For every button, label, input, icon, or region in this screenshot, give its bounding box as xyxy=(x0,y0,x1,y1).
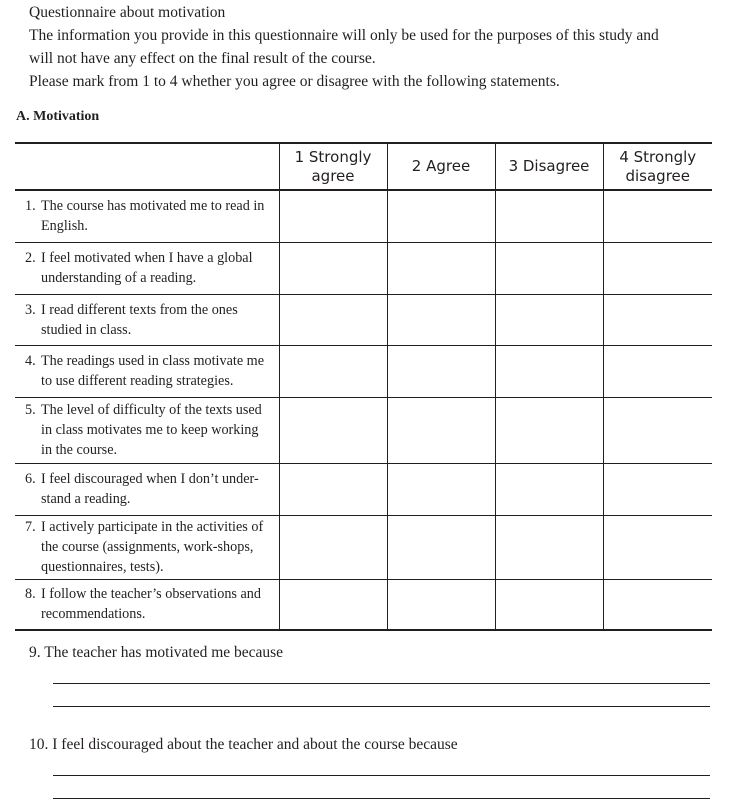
statement-text: I feel motivated when I have a global understanding of a reading. xyxy=(41,250,253,286)
table-row xyxy=(15,515,712,579)
intro-line-3: Please mark from 1 to 4 whether you agree or disagree with the following statements. xyxy=(29,73,560,90)
open-question-10: 10. I feel discouraged about the teacher and about the course because xyxy=(29,736,458,753)
statement-cell xyxy=(15,515,279,579)
statement-number: 6. xyxy=(25,471,36,487)
rating-cell-strongly-disagree[interactable] xyxy=(603,190,712,242)
statement-cell xyxy=(15,242,279,294)
answer-line-10-2[interactable] xyxy=(53,798,710,799)
answer-line-10-1[interactable] xyxy=(53,775,710,776)
statement-cell xyxy=(15,397,279,463)
statement-text: I actively participate in the activities of the course (assignments, work-shops, questionnaires, tests). xyxy=(41,519,264,575)
rating-cell-strongly-disagree[interactable] xyxy=(603,515,712,579)
rating-cell-agree[interactable] xyxy=(387,397,495,463)
likert-table xyxy=(15,142,712,631)
statement-cell xyxy=(15,345,279,397)
statement-text: I read different texts from the ones studied in class. xyxy=(41,301,238,338)
rating-cell-strongly-disagree[interactable] xyxy=(603,397,712,463)
intro-line-1: The information you provide in this questionnaire will only be used for the purposes of this study and xyxy=(29,27,659,44)
rating-cell-strongly-disagree[interactable] xyxy=(603,294,712,345)
statement-cell xyxy=(15,463,279,515)
statement xyxy=(25,584,273,624)
header-agree: 2 Agree xyxy=(387,143,495,190)
statement-text: I follow the teacher’s observations and recommendations. xyxy=(41,586,261,623)
rating-cell-agree[interactable] xyxy=(387,515,495,579)
statement-number: 8. xyxy=(25,586,36,603)
statement xyxy=(25,300,273,340)
rating-cell-agree[interactable] xyxy=(387,463,495,515)
statement xyxy=(25,248,273,288)
table-row xyxy=(15,579,712,630)
statement-number: 5. xyxy=(25,402,36,418)
statement-number: 2. xyxy=(25,250,36,266)
statement xyxy=(25,196,273,236)
questionnaire-title: Questionnaire about motivation xyxy=(29,4,226,21)
rating-cell-strongly-agree[interactable] xyxy=(279,242,387,294)
rating-cell-strongly-agree[interactable] xyxy=(279,397,387,463)
rating-cell-strongly-agree[interactable] xyxy=(279,345,387,397)
statement-cell xyxy=(15,294,279,345)
intro-line-2: will not have any effect on the final result of the course. xyxy=(29,50,376,67)
answer-line-9-1[interactable] xyxy=(53,683,710,684)
rating-cell-disagree[interactable] xyxy=(495,190,603,242)
section-title: A. Motivation xyxy=(16,109,100,124)
header-strongly-agree: 1 Strongly agree xyxy=(279,143,387,190)
rating-cell-strongly-agree[interactable] xyxy=(279,463,387,515)
statement-number: 7. xyxy=(25,519,36,535)
table-row xyxy=(15,294,712,345)
table-row xyxy=(15,242,712,294)
statement-cell xyxy=(15,579,279,630)
rating-cell-strongly-agree[interactable] xyxy=(279,190,387,242)
rating-cell-disagree[interactable] xyxy=(495,463,603,515)
rating-cell-agree[interactable] xyxy=(387,190,495,242)
rating-cell-strongly-disagree[interactable] xyxy=(603,242,712,294)
rating-cell-disagree[interactable] xyxy=(495,397,603,463)
rating-cell-strongly-disagree[interactable] xyxy=(603,579,712,630)
statement-text: I feel discouraged when I don’t under-stand a reading. xyxy=(41,471,259,507)
rating-cell-disagree[interactable] xyxy=(495,242,603,294)
statement xyxy=(25,351,273,391)
rating-cell-strongly-agree[interactable] xyxy=(279,515,387,579)
rating-cell-disagree[interactable] xyxy=(495,345,603,397)
rating-cell-agree[interactable] xyxy=(387,579,495,630)
rating-cell-strongly-disagree[interactable] xyxy=(603,463,712,515)
open-question-9: 9. The teacher has motivated me because xyxy=(29,644,284,661)
intro-text xyxy=(29,1,729,93)
statement xyxy=(25,400,273,460)
header-statement-blank xyxy=(15,143,279,190)
table-row xyxy=(15,397,712,463)
rating-cell-disagree[interactable] xyxy=(495,515,603,579)
statement-number: 3. xyxy=(25,301,36,318)
rating-cell-agree[interactable] xyxy=(387,294,495,345)
rating-cell-disagree[interactable] xyxy=(495,579,603,630)
table-row xyxy=(15,190,712,242)
statement xyxy=(25,517,273,577)
statement-text: The course has motivated me to read in English. xyxy=(41,198,265,235)
rating-cell-strongly-disagree[interactable] xyxy=(603,345,712,397)
table-header-row xyxy=(15,143,712,190)
rating-cell-strongly-agree[interactable] xyxy=(279,294,387,345)
statement-number: 1. xyxy=(25,198,36,215)
rating-cell-agree[interactable] xyxy=(387,242,495,294)
statement-number: 4. xyxy=(25,353,36,369)
table-row xyxy=(15,463,712,515)
statement-cell xyxy=(15,190,279,242)
statement-text: The readings used in class motivate me to use different reading strategies. xyxy=(41,353,264,389)
header-strongly-disagree: 4 Strongly disagree xyxy=(603,143,712,190)
statement xyxy=(25,469,273,509)
rating-cell-disagree[interactable] xyxy=(495,294,603,345)
table-row xyxy=(15,345,712,397)
rating-cell-strongly-agree[interactable] xyxy=(279,579,387,630)
answer-line-9-2[interactable] xyxy=(53,706,710,707)
rating-cell-agree[interactable] xyxy=(387,345,495,397)
header-disagree: 3 Disagree xyxy=(495,143,603,190)
statement-text: The level of difficulty of the texts used in class motivates me to keep working in the course. xyxy=(41,402,262,458)
